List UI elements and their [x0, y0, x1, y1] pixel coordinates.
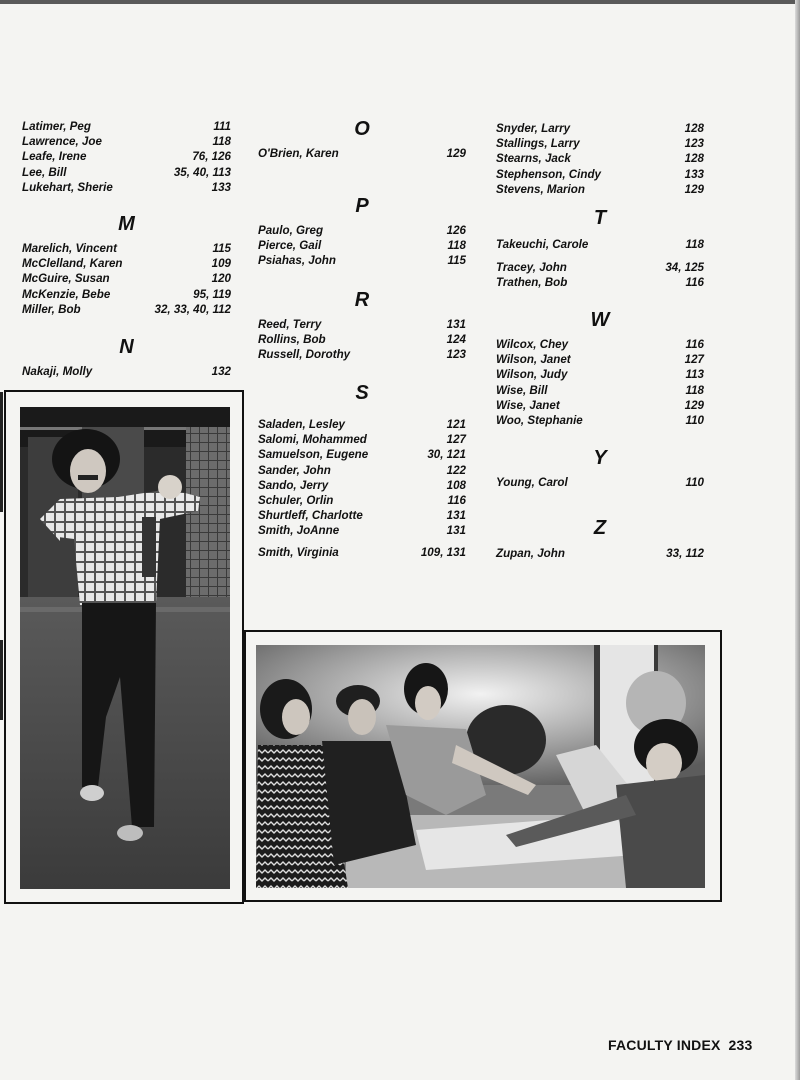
entry-pages: 123 — [446, 348, 466, 362]
entry-pages: 132 — [211, 365, 231, 378]
entry-name: Zupan, John — [496, 547, 565, 560]
entry-name: Miller, Bob — [22, 302, 81, 316]
entry-pages: 133 — [684, 167, 704, 181]
index-entry — [496, 121, 704, 136]
entry-pages: 118 — [685, 383, 704, 397]
entry-pages: 113 — [685, 368, 704, 382]
entry-name: Takeuchi, Carole — [496, 238, 589, 251]
section-letter-o: O — [354, 118, 370, 140]
photo-group-table-image — [256, 645, 705, 888]
index-entry — [22, 287, 231, 302]
entry-name: Latimer, Peg — [22, 120, 91, 133]
index-column-2-o — [258, 146, 466, 161]
index-entry — [496, 475, 704, 490]
entry-name: McKenzie, Bebe — [22, 287, 111, 301]
section-letter-t: T — [593, 207, 607, 229]
entry-pages: 131 — [446, 524, 466, 538]
index-entry — [258, 463, 466, 478]
page-footer — [608, 1037, 753, 1053]
entry-pages: 118 — [685, 238, 704, 251]
index-entry — [22, 256, 231, 271]
index-entry — [22, 364, 231, 379]
entry-name: Sando, Jerry — [258, 478, 329, 492]
entry-name: Young, Carol — [496, 476, 568, 489]
entry-name: Wilcox, Chey — [496, 338, 569, 351]
index-column-3-z — [496, 546, 704, 561]
index-column-3-y — [496, 475, 704, 490]
entry-pages: 115 — [447, 254, 466, 268]
entry-pages: 32, 33, 40, 112 — [154, 302, 231, 316]
index-entry — [496, 182, 704, 197]
entry-name: McGuire, Susan — [22, 272, 110, 286]
index-entry — [258, 523, 466, 538]
index-column-1 — [22, 119, 231, 195]
photo-man-dancing — [20, 407, 230, 889]
entry-name: Wise, Bill — [496, 383, 548, 397]
index-entry — [22, 134, 231, 149]
index-entry — [496, 413, 704, 428]
entry-pages: 33, 112 — [666, 547, 704, 560]
entry-name: Stearns, Jack — [496, 152, 571, 166]
entry-name: Saladen, Lesley — [258, 418, 345, 431]
index-entry — [496, 352, 704, 367]
section-letter-z: Z — [593, 517, 607, 539]
entries-p — [258, 223, 466, 269]
entry-pages: 35, 40, 113 — [173, 165, 231, 179]
index-entry — [258, 253, 466, 268]
entry-pages: 109, 131 — [420, 546, 466, 559]
section-letter-n: N — [119, 336, 134, 358]
entry-name: Stephenson, Cindy — [496, 167, 601, 181]
index-entry — [496, 237, 704, 252]
entry-name: Salomi, Mohammed — [258, 433, 367, 447]
entry-name: Reed, Terry — [258, 318, 322, 331]
index-column-2-p — [258, 223, 466, 269]
entry-pages: 110 — [685, 476, 704, 489]
entry-pages: 95, 119 — [193, 287, 231, 301]
entry-pages: 34, 125 — [665, 261, 704, 274]
index-column-3-t-first — [496, 237, 704, 252]
page-number: 233 — [728, 1037, 753, 1053]
entry-pages: 116 — [447, 493, 466, 507]
index-entry — [496, 337, 704, 352]
index-entry — [496, 383, 704, 398]
entry-name: Schuler, Orlin — [258, 493, 334, 507]
entry-name: Wise, Janet — [496, 398, 560, 412]
entry-pages: 126 — [446, 224, 466, 237]
index-entry — [496, 136, 704, 151]
index-entry — [22, 165, 231, 180]
entries-z — [496, 546, 704, 561]
left-margin-tick — [0, 640, 3, 720]
index-entry — [258, 478, 466, 493]
section-letter-y: Y — [593, 447, 607, 469]
entry-name: Shurtleff, Charlotte — [258, 509, 363, 523]
entry-pages: 123 — [684, 137, 704, 151]
entry-name: Trathen, Bob — [496, 276, 568, 290]
section-letter-p: P — [355, 195, 369, 217]
index-entry — [496, 167, 704, 182]
entry-name: Sander, John — [258, 463, 331, 477]
index-entry — [258, 238, 466, 253]
entry-pages: 129 — [684, 398, 704, 412]
entry-name: Leafe, Irene — [22, 150, 87, 164]
index-column-1-n — [22, 364, 231, 379]
page-binding-edge — [795, 0, 800, 1080]
index-entry — [258, 493, 466, 508]
entry-name: Samuelson, Eugene — [258, 448, 369, 462]
index-column-1-m — [22, 241, 231, 317]
entry-pages: 127 — [446, 433, 466, 447]
index-entry — [258, 223, 466, 238]
index-column-3-w — [496, 337, 704, 428]
index-entry — [22, 302, 231, 317]
entry-name: Smith, Virginia — [258, 546, 339, 559]
entry-name: Woo, Stephanie — [496, 413, 583, 427]
entry-pages: 118 — [212, 135, 231, 149]
index-entry — [258, 447, 466, 462]
left-margin-tick — [0, 392, 3, 512]
entries-r — [258, 317, 466, 363]
entries-l — [22, 119, 231, 195]
entry-pages: 128 — [684, 122, 704, 135]
entries-y — [496, 475, 704, 490]
entry-pages: 129 — [446, 147, 466, 160]
entry-pages: 118 — [447, 239, 466, 253]
index-entry — [496, 398, 704, 413]
entry-name: O'Brien, Karen — [258, 147, 339, 160]
section-letter-s: S — [355, 382, 369, 404]
entry-pages: 122 — [446, 463, 466, 477]
entry-pages: 131 — [446, 318, 466, 331]
entry-pages: 120 — [211, 272, 231, 286]
entry-name: Stallings, Larry — [496, 137, 580, 151]
entries-t — [496, 260, 704, 290]
index-column-2-r — [258, 317, 466, 363]
entry-name: Pierce, Gail — [258, 239, 322, 253]
entry-name: Marelich, Vincent — [22, 242, 117, 255]
entry-pages: 116 — [685, 338, 704, 351]
index-column-2-s-last — [258, 545, 466, 560]
entry-pages: 109 — [211, 257, 231, 271]
entry-pages: 128 — [684, 152, 704, 166]
entry-name: Lukehart, Sherie — [22, 180, 113, 194]
index-entry — [258, 417, 466, 432]
entry-name: Wilson, Janet — [496, 353, 571, 367]
entry-pages: 30, 121 — [427, 448, 466, 462]
entry-pages: 110 — [685, 413, 704, 427]
entries-s-cont — [496, 121, 704, 197]
entries-m — [22, 241, 231, 317]
index-entry — [258, 332, 466, 347]
index-entry — [496, 367, 704, 382]
entry-name: Psiahas, John — [258, 254, 336, 268]
index-entry — [258, 347, 466, 362]
entry-name: Snyder, Larry — [496, 122, 571, 135]
entry-name: McClelland, Karen — [22, 257, 123, 271]
entry-pages: 131 — [446, 509, 466, 523]
index-column-3-s — [496, 121, 704, 197]
section-letter-m: M — [118, 213, 135, 235]
entry-pages: 133 — [211, 180, 231, 194]
entry-pages: 124 — [446, 333, 466, 347]
entry-name: Rollins, Bob — [258, 333, 326, 347]
section-letter-r: R — [354, 289, 370, 311]
entry-pages: 115 — [212, 242, 231, 255]
entry-name: Lawrence, Joe — [22, 135, 102, 149]
entry-name: Nakaji, Molly — [22, 365, 93, 378]
index-entry — [22, 180, 231, 195]
index-column-3-t — [496, 260, 704, 290]
index-entry — [22, 271, 231, 286]
index-entry — [22, 241, 231, 256]
photo-man-dancing-image — [20, 407, 230, 889]
entries-n — [22, 364, 231, 379]
entries-s — [258, 417, 466, 539]
index-entry — [22, 149, 231, 164]
entry-name: Russell, Dorothy — [258, 348, 351, 362]
entry-pages: 108 — [446, 478, 466, 492]
photo-group-table — [256, 645, 705, 888]
entries-o — [258, 146, 466, 161]
page-top-edge — [0, 0, 800, 4]
entry-pages: 127 — [684, 353, 704, 367]
entry-pages: 111 — [213, 120, 231, 133]
entry-name: Smith, JoAnne — [258, 524, 340, 538]
entry-name: Tracey, John — [496, 261, 567, 274]
index-entry — [258, 146, 466, 161]
section-letter-w: W — [590, 309, 610, 331]
index-entry — [258, 317, 466, 332]
index-entry — [22, 119, 231, 134]
index-entry — [258, 545, 466, 560]
entry-name: Stevens, Marion — [496, 182, 585, 196]
entry-name: Wilson, Judy — [496, 368, 568, 382]
index-entry — [496, 275, 704, 290]
index-entry — [258, 508, 466, 523]
entry-pages: 116 — [685, 276, 704, 290]
entries-w — [496, 337, 704, 428]
index-entry — [496, 546, 704, 561]
entry-name: Lee, Bill — [22, 165, 67, 179]
index-entry — [496, 151, 704, 166]
entry-pages: 76, 126 — [192, 150, 231, 164]
footer-title: FACULTY INDEX — [608, 1037, 721, 1053]
entry-pages: 121 — [446, 418, 466, 431]
index-entry — [496, 260, 704, 275]
entry-name: Paulo, Greg — [258, 224, 324, 237]
index-column-2-s — [258, 417, 466, 539]
entry-pages: 129 — [684, 182, 704, 196]
index-entry — [258, 432, 466, 447]
